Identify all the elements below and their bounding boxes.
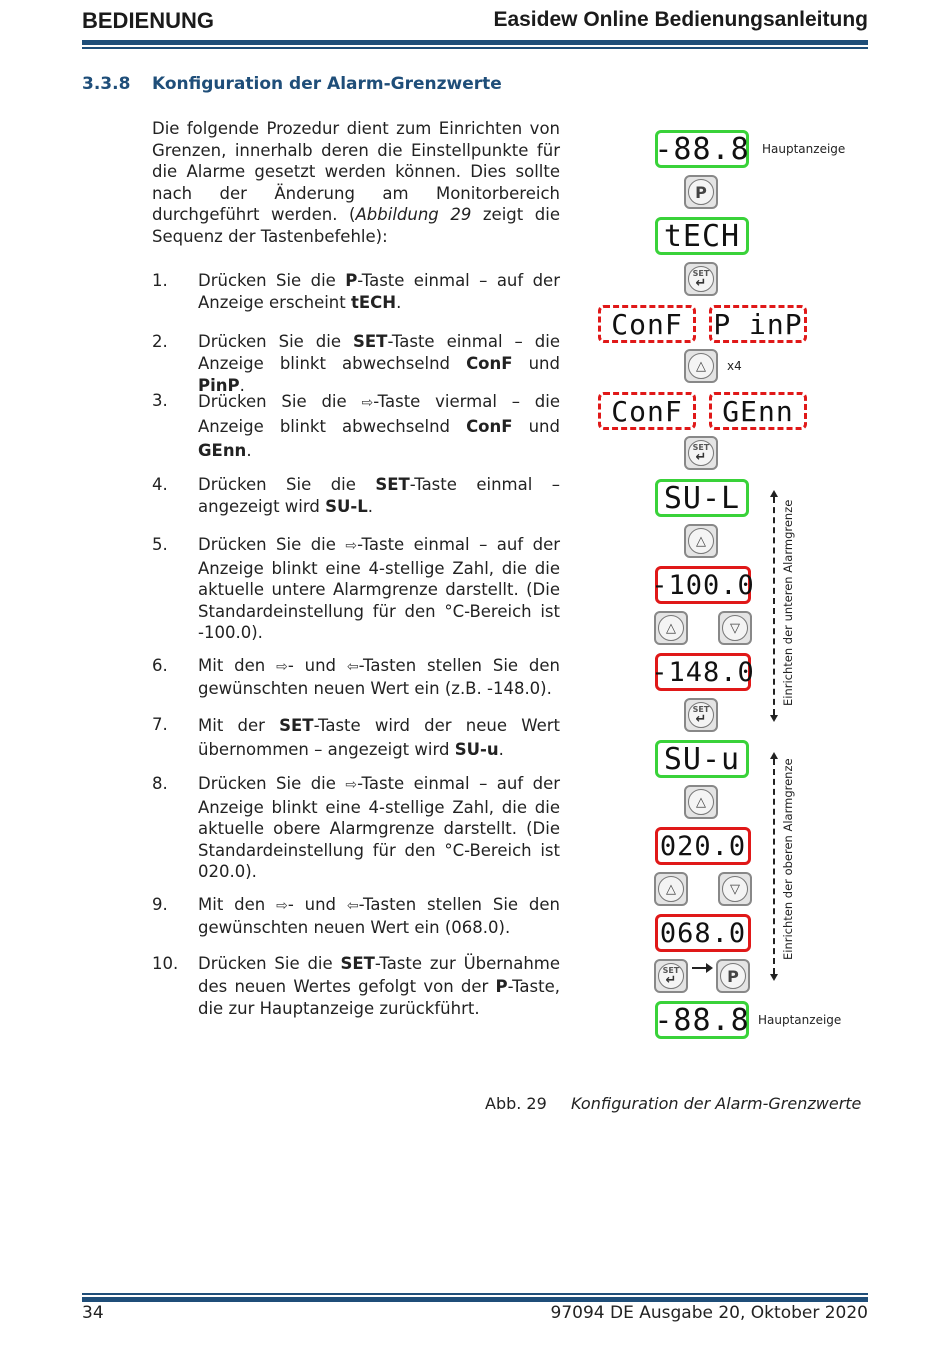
set-key-label: SET (692, 268, 710, 278)
step-number: 10. (152, 954, 179, 973)
figure-reference: Abbildung 29 (355, 205, 472, 224)
p-key-label: P (720, 963, 746, 989)
upper-limit-display: 020.0 (655, 827, 751, 865)
main-display-label: Hauptanzeige (758, 1013, 842, 1027)
intro-text-1: Die folgende Prozedur dient zum Einrichten von Grenzen, innerhalb deren die Einstellpunkte für die Alarme gesetzt werden können. Dies sollte nach der Änderung am Monitorbereich durchgeführt werden. ( (152, 119, 560, 224)
down-key[interactable] (718, 611, 752, 645)
step-number: 3. (152, 391, 168, 410)
right-arrow-icon: ⇨ (345, 777, 358, 793)
main-display: -88.8 (654, 1002, 750, 1038)
down-triangle-icon: ▽ (722, 876, 748, 902)
down-key[interactable] (718, 872, 752, 906)
genn-display: GEnn (709, 392, 807, 430)
return-icon: ↵ (695, 711, 707, 727)
step-number: 2. (152, 332, 168, 351)
set-key[interactable] (684, 698, 718, 732)
up-key[interactable] (684, 349, 718, 383)
header-rule-thin (82, 47, 868, 49)
set-key-label: SET (662, 965, 680, 975)
bracket-down-arrow-icon (770, 974, 778, 981)
figure-number: Abb. 29 (485, 1094, 547, 1113)
left-arrow-icon: ⇦ (346, 659, 359, 675)
header-rule (82, 40, 868, 45)
set-key[interactable] (654, 959, 688, 993)
step-number: 5. (152, 535, 168, 554)
up-triangle-icon: △ (658, 876, 684, 902)
up-key[interactable] (684, 524, 718, 558)
up-key[interactable] (684, 785, 718, 819)
lower-range-label: Einrichten der unteren Alarmgrenze (781, 499, 795, 706)
up-triangle-icon: △ (688, 528, 714, 554)
p-key[interactable] (684, 175, 718, 209)
down-triangle-icon: ▽ (722, 615, 748, 641)
footer-rule-thin (82, 1293, 868, 1295)
suu-display: SU-u (655, 740, 749, 778)
sul-display: SU-L (655, 479, 749, 517)
bracket-up-arrow-icon (770, 490, 778, 497)
repeat-count-label: x4 (727, 359, 742, 373)
main-display-label: Hauptanzeige (762, 142, 846, 156)
step-number: 7. (152, 715, 168, 734)
figure-caption: Konfiguration der Alarm-Grenzwerte (571, 1094, 862, 1113)
upper-limit-new-display: 068.0 (655, 914, 751, 952)
left-arrow-icon: ⇦ (346, 898, 359, 914)
conf-display: ConF (598, 305, 696, 343)
lower-limit-display: -100.0 (655, 566, 751, 604)
step-number: 4. (152, 475, 168, 494)
conf-display: ConF (598, 392, 696, 430)
up-triangle-icon: △ (658, 615, 684, 641)
up-triangle-icon: △ (688, 353, 714, 379)
lower-limit-new-display: -148.0 (655, 653, 751, 691)
up-key[interactable] (654, 611, 688, 645)
set-key[interactable] (684, 262, 718, 296)
right-arrow-icon: ⇨ (361, 395, 374, 411)
tech-display: tECH (655, 217, 749, 255)
up-key[interactable] (654, 872, 688, 906)
set-key[interactable] (684, 436, 718, 470)
step-number: 1. (152, 271, 168, 290)
set-key-label: SET (692, 704, 710, 714)
section-number: 3.3.8 (82, 74, 131, 94)
header-document-title: Easidew Online Bedienungsanleitung (493, 8, 868, 31)
p-key-label: P (688, 179, 714, 205)
upper-range-label: Einrichten der oberen Alarmgrenze (781, 758, 795, 960)
return-icon: ↵ (695, 449, 707, 465)
set-key-label: SET (692, 442, 710, 452)
step-number: 9. (152, 895, 168, 914)
up-triangle-icon: △ (688, 789, 714, 815)
upper-bracket-line (773, 759, 775, 974)
pinp-display: P inP (709, 305, 807, 343)
section-title: Konfiguration der Alarm-Grenzwerte (152, 74, 502, 94)
intro-paragraph (152, 118, 560, 247)
right-arrow-icon: ⇨ (276, 898, 288, 914)
next-arrow-head-icon (706, 963, 713, 973)
bracket-down-arrow-icon (770, 715, 778, 722)
right-arrow-icon: ⇨ (345, 538, 358, 554)
intro-text-2: zeigt die Sequenz der Tastenbefehle): (152, 205, 560, 246)
header-section-title: BEDIENUNG (82, 8, 215, 33)
lower-bracket-line (773, 497, 775, 715)
footer-rule (82, 1297, 868, 1302)
p-key[interactable] (716, 959, 750, 993)
return-icon: ↵ (665, 972, 677, 988)
bracket-up-arrow-icon (770, 752, 778, 759)
right-arrow-icon: ⇨ (276, 659, 288, 675)
edition-info: 97094 DE Ausgabe 20, Oktober 2020 (550, 1303, 868, 1323)
step-number: 8. (152, 774, 168, 793)
main-display: -88.8 (654, 131, 750, 167)
next-arrow-line (692, 967, 706, 969)
step-number: 6. (152, 656, 168, 675)
page-number: 34 (82, 1303, 104, 1323)
return-icon: ↵ (695, 275, 707, 291)
